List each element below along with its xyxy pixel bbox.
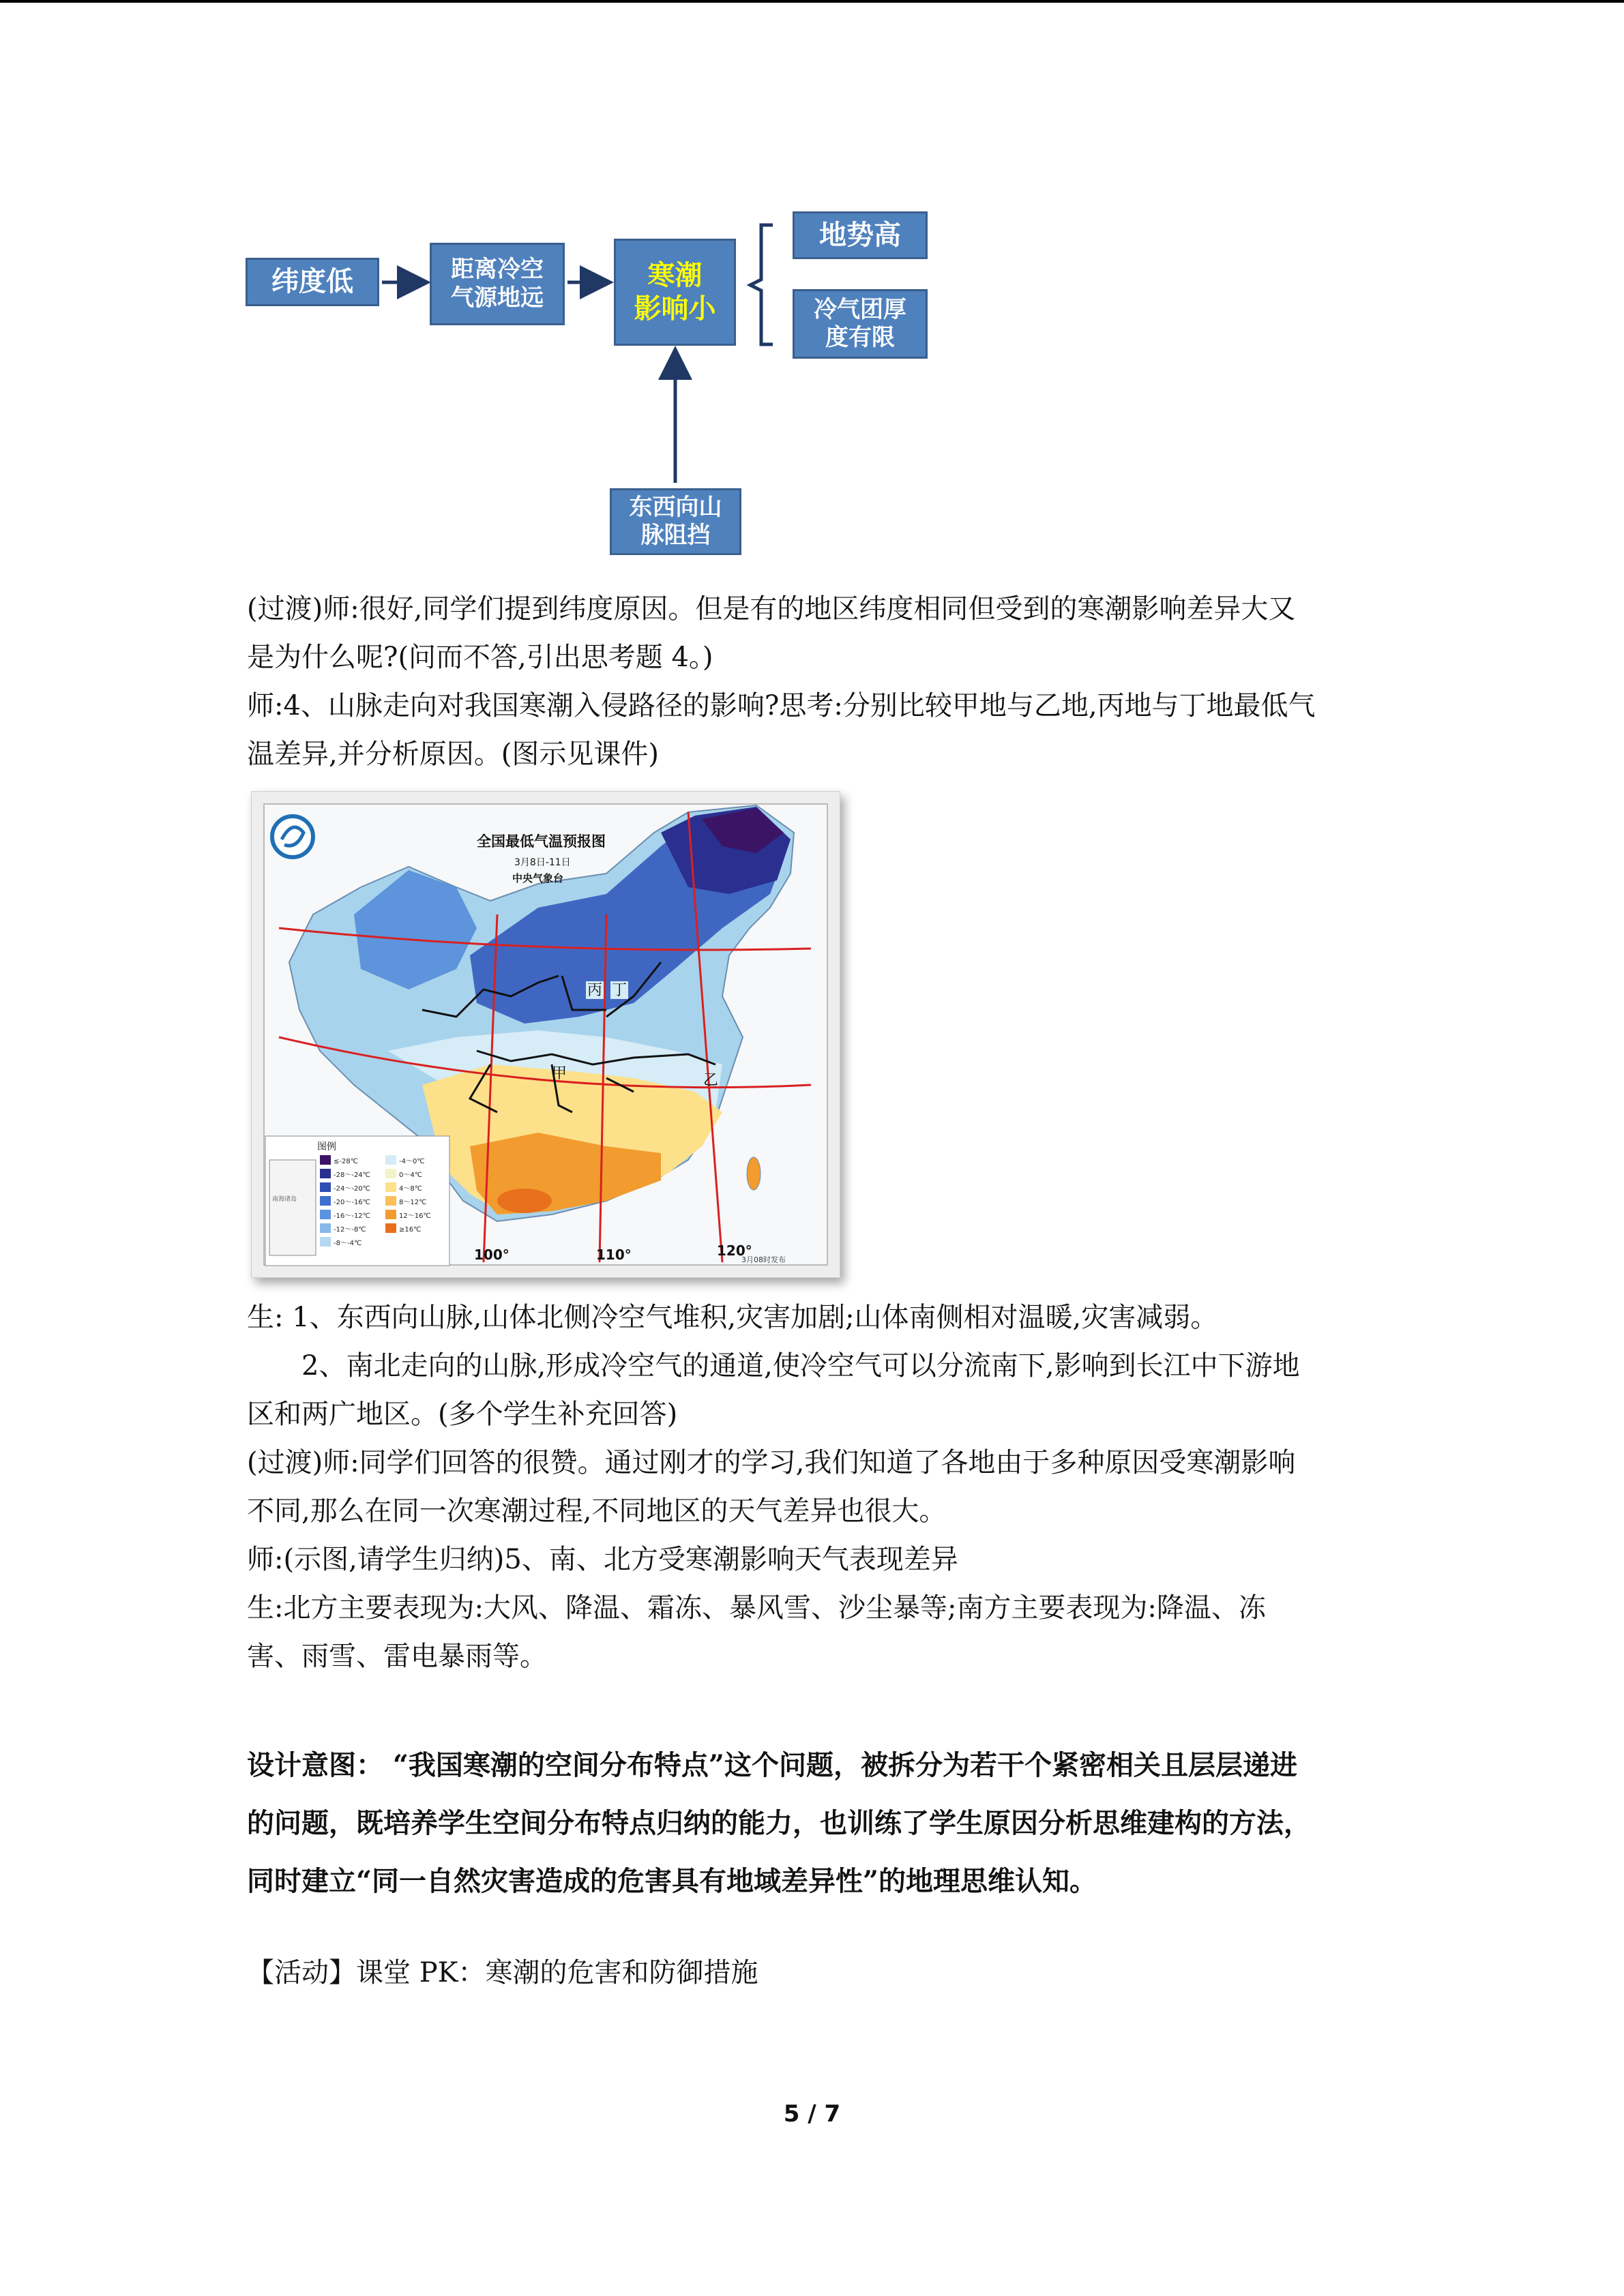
box-terrain-high <box>793 211 928 259</box>
legend-swatch <box>320 1182 331 1192</box>
longitude-label-100: 100° <box>474 1247 510 1263</box>
legend-swatch <box>385 1155 396 1165</box>
box-cold-air-limited-line1: 冷气团厚 <box>814 295 906 323</box>
south-china-sea-inset <box>269 1160 316 1255</box>
legend-label: -28～-24℃ <box>334 1172 370 1179</box>
legend-label: ≤-28℃ <box>334 1158 358 1165</box>
paragraph-transition-1 <box>247 585 1386 779</box>
legend-swatch <box>320 1155 331 1165</box>
legend-title: 图例 <box>317 1142 336 1152</box>
text-line: 2、南北走向的山脉,形成冷空气的通道,使冷空气可以分流南下,影响到长江中下游地 <box>301 1350 1300 1382</box>
text-line: 设计意图： “我国寒潮的空间分布特点”这个问题，被拆分为若干个紧密相关且层层递进 <box>247 1749 1297 1781</box>
text-line: (过渡)师:很好,同学们提到纬度原因。但是有的地区纬度相同但受到的寒潮影响差异大又 <box>247 593 1296 625</box>
legend-swatch <box>385 1182 396 1192</box>
longitude-label-120: 120° <box>717 1242 752 1259</box>
design-intent <box>247 1736 1386 1910</box>
page-number: 5 / 7 <box>783 2100 841 2128</box>
box-latitude-low <box>246 258 379 306</box>
legend-swatch <box>320 1196 331 1206</box>
text-line: 师:4、山脉走向对我国寒潮入侵路径的影响?思考:分别比较甲地与乙地,丙地与丁地最低气 <box>247 690 1316 721</box>
inset-label: 南海诸岛 <box>272 1196 297 1203</box>
box-far-from-source-line2: 气源地远 <box>451 284 544 312</box>
box-cold-wave-small <box>614 239 736 346</box>
box-latitude-low-text: 纬度低 <box>271 266 353 298</box>
box-cold-wave-small-line1: 寒潮 <box>647 259 703 291</box>
longitude-label-110: 110° <box>596 1247 632 1263</box>
text-line: 害、雨雪、雷电暴雨等。 <box>247 1641 547 1672</box>
zone-hottest-south <box>497 1189 552 1213</box>
text-line: 同时建立“同一自然灾害造成的危害具有地域差异性”的地理思维认知。 <box>247 1865 1097 1897</box>
place-jia: 甲 <box>552 1065 567 1082</box>
temperature-map-figure <box>251 791 840 1278</box>
box-cold-air-limited-line2: 度有限 <box>825 324 895 351</box>
legend-swatch <box>320 1237 331 1247</box>
legend-label: -8～-4℃ <box>334 1240 362 1247</box>
legend-label: -4～0℃ <box>399 1158 425 1165</box>
legend-swatch <box>320 1223 331 1233</box>
box-mountains-block <box>610 488 741 555</box>
legend-swatch <box>385 1196 396 1206</box>
taiwan-island <box>747 1157 761 1190</box>
map-title: 全国最低气温预报图 <box>477 833 606 850</box>
text-line: 的问题，既培养学生空间分布特点归纳的能力，也训练了学生原因分析思维建构的方法， <box>247 1807 1311 1839</box>
issue-note: 3月08时发布 <box>741 1255 786 1264</box>
legend-label: ≥16℃ <box>399 1226 422 1234</box>
legend-label: -12～-8℃ <box>334 1226 366 1234</box>
legend-swatch <box>385 1210 396 1219</box>
legend-label: 4～8℃ <box>399 1185 422 1193</box>
box-terrain-high-text: 地势高 <box>819 219 901 251</box>
legend-label: 12～16℃ <box>399 1212 431 1220</box>
brace-bracket <box>750 225 773 344</box>
legend-swatch <box>320 1210 331 1219</box>
box-cold-wave-small-line2: 影响小 <box>634 293 716 325</box>
text-line: 生: 1、东西向山脉,山体北侧冷空气堆积,灾害加剧;山体南侧相对温暖,灾害减弱。 <box>247 1302 1218 1333</box>
place-yi: 乙 <box>703 1072 719 1089</box>
activity-heading: 【活动】课堂 PK：寒潮的危害和防御措施 <box>247 1957 758 1988</box>
box-mountains-block-line1: 东西向山 <box>629 493 722 521</box>
legend-label: 8～12℃ <box>399 1199 427 1206</box>
box-far-from-source-line1: 距离冷空 <box>451 256 544 284</box>
legend-label: -16～-12℃ <box>334 1212 370 1220</box>
box-far-from-source <box>430 243 565 325</box>
legend-label: -20～-16℃ <box>334 1199 370 1206</box>
text-line: 不同,那么在同一次寒潮过程,不同地区的天气差异也很大。 <box>247 1495 947 1527</box>
legend-swatch <box>385 1223 396 1233</box>
cma-logo <box>272 816 313 857</box>
box-cold-air-limited <box>793 289 928 359</box>
temperature-map <box>252 792 840 1277</box>
map-date: 3月8日-11日 <box>514 857 571 868</box>
text-line: 生:北方主要表现为:大风、降温、霜冻、暴风雪、沙尘暴等;南方主要表现为:降温、冻 <box>247 1592 1266 1624</box>
text-line: 师:(示图,请学生归纳)5、南、北方受寒潮影响天气表现差异 <box>247 1544 958 1575</box>
legend-swatch <box>320 1169 331 1178</box>
text-line: 区和两广地区。(多个学生补充回答) <box>247 1399 678 1430</box>
legend-swatch <box>385 1169 396 1178</box>
text-line: 是为什么呢?(问而不答,引出思考题 4。) <box>247 642 713 673</box>
legend-label: 0～4℃ <box>399 1172 422 1179</box>
paragraph-student-answers <box>247 1294 1386 1681</box>
place-bing: 丙 <box>587 982 603 999</box>
box-mountains-block-line2: 脉阻挡 <box>640 522 711 549</box>
text-line: (过渡)师:同学们回答的很赞。通过刚才的学习,我们知道了各地由于多种原因受寒潮影响 <box>247 1447 1296 1478</box>
text-line: 温差异,并分析原因。(图示见课件) <box>247 739 659 770</box>
place-ding: 丁 <box>612 982 628 999</box>
legend-label: -24～-20℃ <box>334 1185 370 1193</box>
map-source: 中央气象台 <box>512 872 564 884</box>
